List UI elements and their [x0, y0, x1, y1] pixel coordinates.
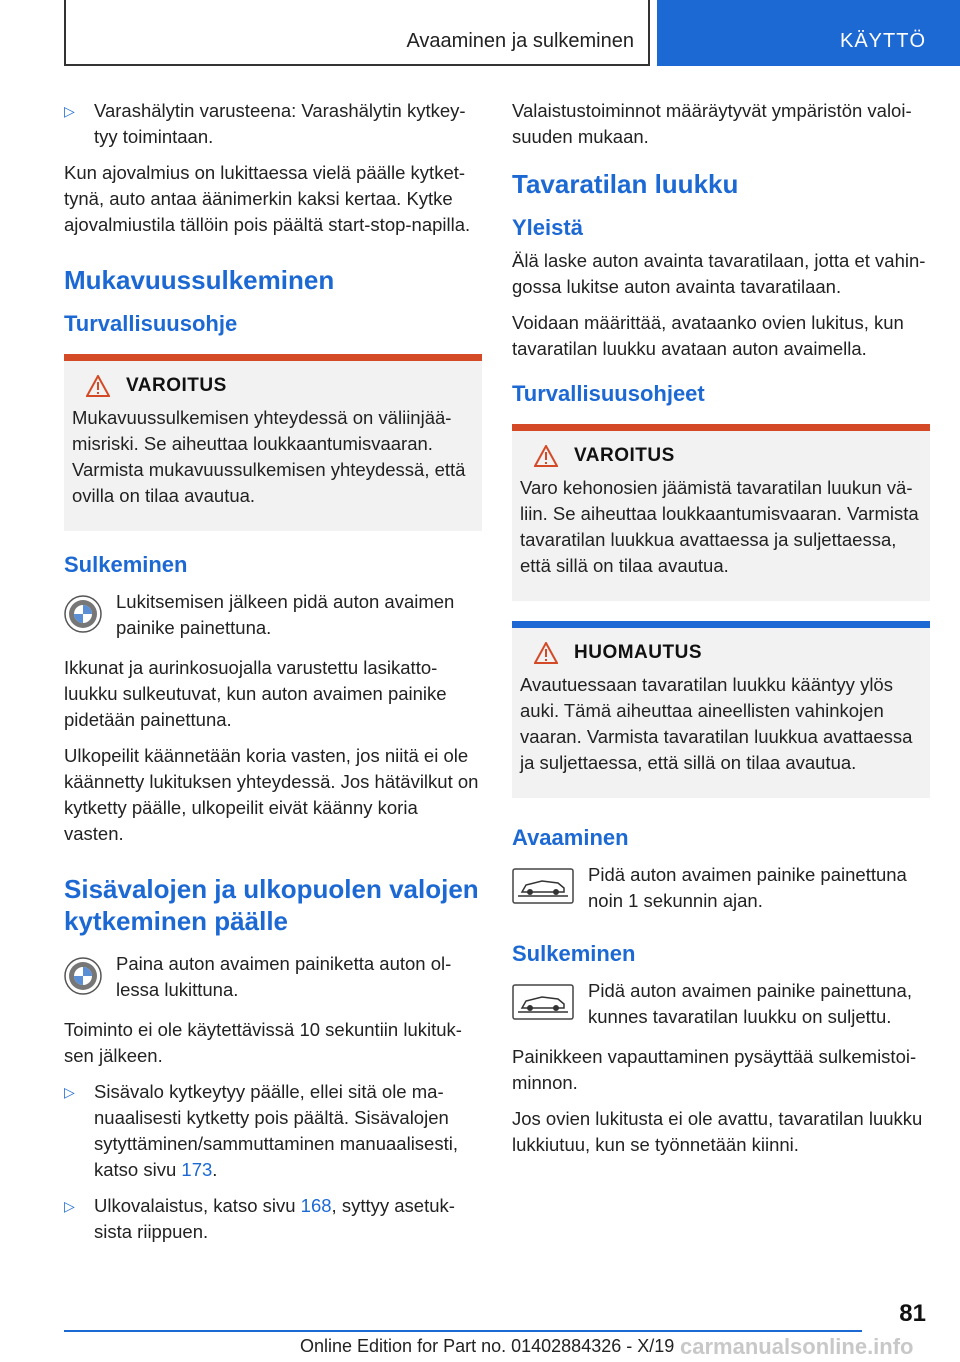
notice-title: HUOMAUTUS: [574, 642, 702, 663]
paragraph: Ikkunat ja aurinkosuojalla varustettu lasikattoluukku sulkeutuvat, kun auton avaimen painike pidetään painettuna.: [64, 657, 447, 730]
right-column: [512, 98, 930, 1168]
heading-comfort-closing: Mukavuussulkeminen: [64, 265, 335, 295]
heading-general: Yleistä: [512, 215, 583, 240]
notice-box: [512, 621, 930, 798]
warning-icon: [86, 375, 110, 397]
paragraph: Toiminto ei ole käytettävissä 10 sekuntiin lukituksen jälkeen.: [64, 1019, 462, 1066]
paragraph: Valaistustoiminnot määräytyvät ympäristön valoisuuden mukaan.: [512, 100, 912, 147]
instruction-text: Pidä auton avaimen painike painettuna, kunnes tavaratilan luukku on suljettu.: [588, 980, 912, 1027]
heading-closing: Sulkeminen: [64, 552, 188, 577]
instruction-text: Pidä auton avaimen painike painettuna noin 1 sekunnin ajan.: [588, 864, 907, 911]
chapter-tab[interactable]: [657, 0, 960, 66]
paragraph: Ulkopeilit käännetään koria vasten, jos niitä ei ole käännetty lukituksen yhteydessä. Jos hätävilkut on kytketty päälle, ulkopeilit eivät käänny koria vasten.: [64, 745, 479, 844]
paragraph: Painikkeen vapauttaminen pysäyttää sulkemistoiminnon.: [512, 1046, 917, 1093]
bmw-key-button-icon: [64, 595, 102, 633]
heading-safety-notes: Turvallisuusohjeet: [512, 381, 705, 406]
paragraph: Kun ajovalmius on lukittaessa vielä päälle kytkettynä, auto antaa äänimerkin kaksi kertaa. Kytke ajovalmiustila tällöin pois päältä start-stop-napilla.: [64, 162, 471, 235]
bullet-triangle-icon: ▷: [64, 103, 75, 119]
instruction-row: [512, 978, 930, 1030]
warning-text: Varo kehonosien jäämistä tavaratilan luukun väliin. Se aiheuttaa loukkaantumisvaaran. Varmista tavaratilan luukkua avattaessa ja suljettaessa, että sillä on tilaa avautua.: [520, 477, 919, 576]
chapter-tab-label: KÄYTTÖ: [839, 30, 926, 52]
warning-text: Mukavuussulkemisen yhteydessä on väliinjäämisriski. Se aiheuttaa loukkaantumisvaaran. Varmista mukavuussulkemisen yhteydessä, että ovilla on tilaa avautua.: [72, 407, 466, 506]
bullet-triangle-icon: ▷: [64, 1084, 75, 1100]
tailgate-button-icon: [512, 868, 574, 904]
warning-box: [64, 354, 482, 531]
heading-tailgate: Tavaratilan luukku: [512, 169, 739, 199]
paragraph: Jos ovien lukitusta ei ole avattu, tavaratilan luukku lukkiutuu, kun se työnnetään kiinni.: [512, 1108, 923, 1155]
page-link[interactable]: 168: [300, 1195, 332, 1216]
footer-divider: [64, 1330, 862, 1332]
notice-icon: [534, 642, 558, 664]
section-title: Avaaminen ja sulkeminen: [406, 30, 634, 52]
list-item: ▷ Sisävalo kytkeytyy päälle, ellei sitä ole manuaalisesti kytketty pois päältä. Sisävalojen sytyttäminen/sammuttaminen manuaalisesti, katso sivu 173.: [64, 1081, 458, 1180]
left-column: [64, 98, 482, 1255]
instruction-row: [64, 951, 482, 1003]
warning-box: [512, 424, 930, 601]
page-number: 81: [899, 1300, 926, 1327]
heading-safety-note: Turvallisuusohje: [64, 311, 238, 336]
heading-opening: Avaaminen: [512, 825, 629, 850]
watermark: carmanualsonline.info: [680, 1334, 914, 1359]
instruction-row: [512, 862, 930, 914]
bmw-key-button-icon: [64, 957, 102, 995]
instruction-text: Paina auton avaimen painiketta auton ollessa lukittuna.: [116, 953, 452, 1000]
list-item: ▷ Varashälytin varusteena: Varashälytin kytkeytyy toimintaan.: [64, 100, 466, 147]
instruction-row: [64, 589, 482, 641]
heading-lights: Sisävalojen ja ulkopuolen valojen kytkeminen päälle: [64, 874, 479, 936]
header-box: [64, 0, 650, 66]
warning-title: VAROITUS: [574, 445, 675, 466]
edition-text: Online Edition for Part no. 01402884326 - X/19: [300, 1336, 675, 1356]
instruction-text: Lukitsemisen jälkeen pidä auton avaimen painike painettuna.: [116, 591, 455, 638]
bullet-triangle-icon: ▷: [64, 1198, 75, 1214]
heading-closing: Sulkeminen: [512, 941, 636, 966]
warning-icon: [534, 445, 558, 467]
page-link[interactable]: 173: [181, 1159, 213, 1180]
list-item: ▷ Ulkovalaistus, katso sivu 168, syttyy asetuksista riippuen.: [64, 1195, 455, 1242]
paragraph: Voidaan määrittää, avataanko ovien lukitus, kun tavaratilan luukku avataan auton avaimella.: [512, 312, 904, 359]
warning-title: VAROITUS: [126, 375, 227, 396]
tailgate-button-icon: [512, 984, 574, 1020]
paragraph: Älä laske auton avainta tavaratilaan, jotta et vahingossa lukitse auton avainta tavaratilaan.: [512, 250, 926, 297]
notice-text: Avautuessaan tavaratilan luukku kääntyy ylös auki. Tämä aiheuttaa aineellisten vahinkojen vaaran. Varmista tavaratilan luukkua avattaessa ja suljettaessa, että sillä on tilaa avautua.: [520, 674, 913, 773]
